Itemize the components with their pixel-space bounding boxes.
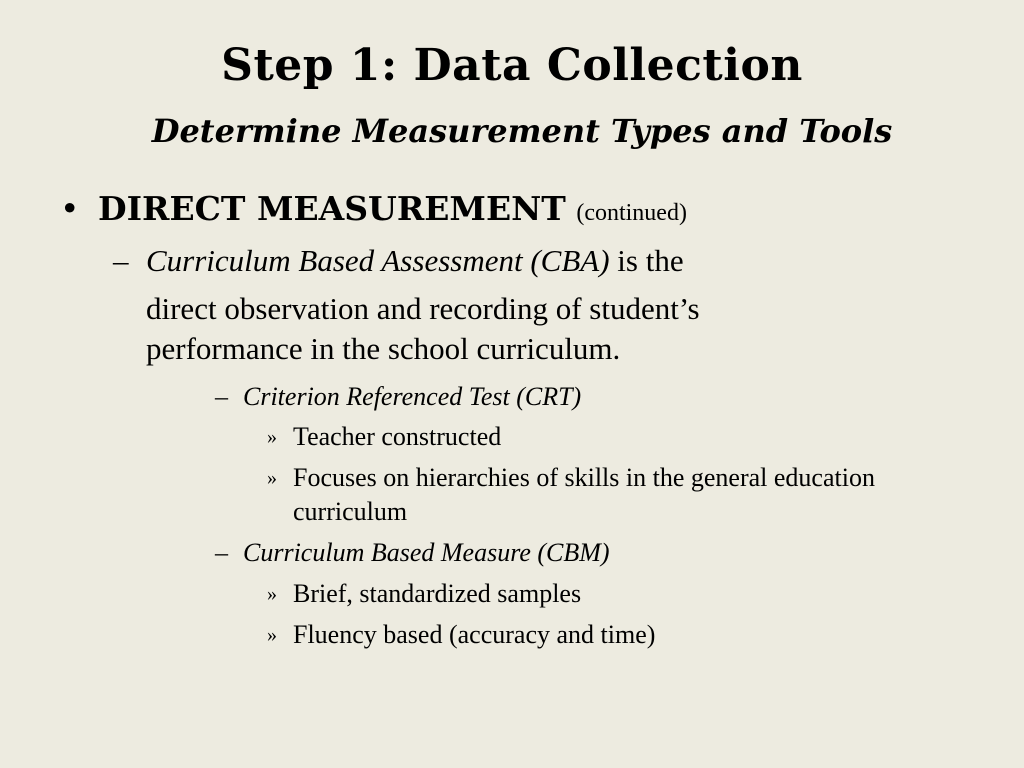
raquo-icon: »	[267, 624, 277, 646]
cba-content	[146, 238, 926, 370]
cbm-sub-item-text: Fluency based (accuracy and time)	[293, 620, 656, 649]
crt-item	[215, 379, 581, 415]
cbm-sub-item-text: Brief, standardized samples	[293, 579, 582, 608]
dash-icon: –	[215, 538, 228, 567]
slide-title: Step 1: Data Collection	[221, 40, 803, 91]
bullet-direct-measurement	[60, 186, 687, 236]
cbm-label: Curriculum Based Measure (CBM)	[243, 538, 610, 567]
cba-line-3: performance in the school curriculum.	[146, 331, 621, 366]
cbm-item	[215, 535, 610, 571]
cba-rest: is the	[609, 243, 684, 278]
raquo-icon: »	[267, 467, 277, 489]
raquo-icon: »	[267, 583, 277, 605]
heading-label: DIRECT MEASUREMENT	[98, 189, 566, 228]
slide-subtitle: Determine Measurement Types and Tools	[151, 112, 893, 150]
heading-note: (continued)	[576, 200, 687, 226]
cba-line-2: direct observation and recording of student’s	[146, 291, 700, 326]
crt-sub-item-text: Focuses on hierarchies of skills in the general education curriculum	[293, 463, 875, 526]
dash-icon: –	[113, 243, 129, 278]
dash-icon: –	[215, 382, 228, 411]
crt-label: Criterion Referenced Test (CRT)	[243, 382, 582, 411]
bullet-icon: •	[60, 189, 80, 228]
crt-sub-item-text: Teacher constructed	[293, 422, 502, 451]
raquo-icon: »	[267, 426, 277, 448]
cba-term: Curriculum Based Assessment (CBA)	[146, 243, 610, 278]
